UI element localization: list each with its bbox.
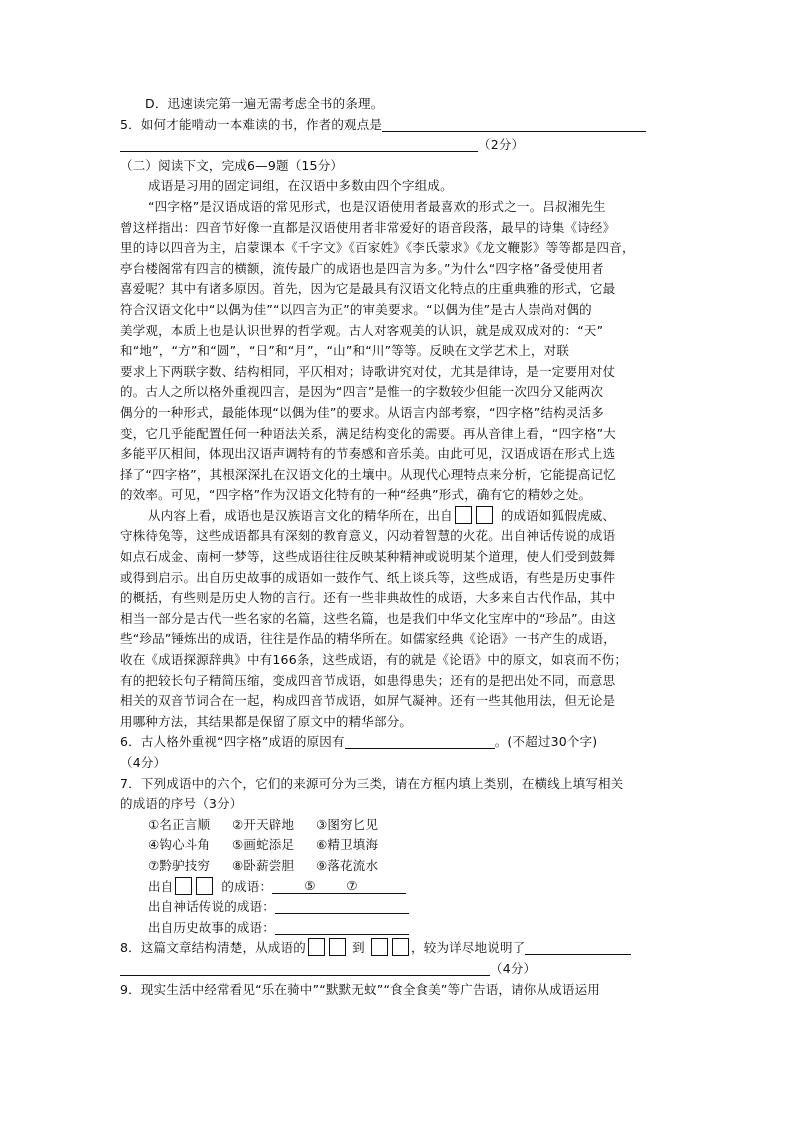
q8-question [120,938,680,959]
idiom-option: ⑧卧薪尝胆 [232,857,295,873]
q8-score: （4分） [490,960,537,976]
paragraph-2-line: 收在《成语探源辞典》中有166条，这些成语，有的就是《论语》中的原文，如哀而不伤； [120,652,628,668]
q6-limit: 。(不超过30个字) [494,734,598,750]
category-box-1[interactable] [455,506,472,524]
paragraph-2-text: 从内容上看，成语也是汉族语言文化的精华所在，出自 [148,507,453,523]
paragraph-2-line: 相关的双音节词合在一起，构成四音节成语，如屏气凝神。还有一些其他用法，但无论是 [120,693,616,709]
idiom-option: ⑦黔驴技穷 [148,857,211,873]
q6-score: （4分） [120,755,167,770]
paragraph-1-line: 偶分的一种形式，最能体现“以偶为佳”的要求。从语言内部考察，“四字格”结构灵活多 [120,404,604,420]
q8-text: 8．这篇文章结构清楚，从成语的 [120,940,306,956]
paragraph-1-line: 美学观，本质上也是认识世界的哲学观。古人对客观美的认识，就是成双成对的：“天” [120,322,604,338]
paragraph-1-line: 符合汉语文化中“以偶为佳”“以四言为正”的审美要求。“以偶为佳”是古人崇尚对偶的 [120,301,592,317]
paragraph-1-line: “四字格”是汉语成语的常见形式，也是汉语使用者最喜欢的形式之一。吕叔湘先生 [148,198,606,214]
q5-answer-blank-1[interactable] [382,117,646,132]
q9-question: 9．现实生活中经常看见“乐在骑中”“默默无蚊”“食全食美”等广告语，请你从成语运用 [120,981,601,997]
paragraph-1-line: 里的诗以四音为主，启蒙课本《千字文》《百家姓》《李氏蒙求》《龙文鞭影》等等都是四音， [120,240,635,256]
paragraph-1-line: 的。古人之所以格外重视四言，是因为“四言”是惟一的字数较少但能一次四分又能两次 [120,384,604,400]
paragraph-1-line: 要求上下两联字数、结构相同，平仄相对；诗歌讲究对仗，尤其是律诗，是一定要用对仗 [120,363,616,379]
paragraph-2-line: 些“珍品”锤炼出的成语，往往是作品的精华所在。如儒家经典《论语》一书产生的成语， [120,631,616,647]
paragraph-2-line: 的概括，有些则是历史人物的言行。还有一些非典故性的成语，大多来自古代作品，其中 [120,590,616,606]
intro-paragraph: 成语是习用的固定词组，在汉语中多数由四个字组成。 [148,178,453,194]
answer-number: ⑤ [304,877,316,893]
q8-answer-blank-2[interactable] [120,961,490,976]
q8-box-1[interactable] [308,938,325,956]
paragraph-2-line: 有的把较长句子精简压缩，变成四音节成语，如患得患失；还有的是把出处不同，而意思 [120,672,616,688]
q8-box-3[interactable] [371,938,388,956]
idiom-option: ③图穷匕见 [316,816,379,832]
paragraph-2-line: 守株待兔等，这些成语都具有深刻的教育意义，闪动着智慧的火花。出自神话传说的成语 [120,528,616,544]
paragraph-2 [120,506,680,733]
category-label: 出自历史故事的成语： [148,919,276,935]
paragraph-1-line: 多能平仄相间，体现出汉语声调特有的节奏感和音乐美。由此可见，汉语成语在形式上选 [120,446,616,462]
q7-options-row [120,815,680,836]
paragraph-1 [120,197,680,506]
q7-question-line-1: 7．下列成语中的六个，它们的来源可分为三类，请在方框内填上类别，在横线上填写相关 [120,775,624,791]
q8-box-4[interactable] [392,938,409,956]
q7-question-line-2: 的成语的序号（3分） [120,796,243,812]
q4-option-d: D．迅速读完第一遍无需考虑全书的条理。 [145,96,384,111]
paragraph-1-line: 择了“四字格”，其根深深扎在汉语文化的土壤中。从现代心理特点来分析，它能提高记忆 [120,466,616,482]
idiom-option: ①名正言顺 [148,816,211,832]
q8-box-2[interactable] [329,938,346,956]
paragraph-1-line: 的效率。可见，“四字格”作为汉语文化特有的一种“经典”形式，确有它的精妙之处。 [120,487,592,503]
category-box-1[interactable] [175,877,192,895]
paragraph-2-line: 用哪种方法，其结果都是保留了原文中的精华部分。 [120,713,413,729]
q8-text: 到 [352,940,365,956]
idiom-option: ⑨落花流水 [316,857,379,873]
q5-label: 5．如何才能啃动一本难读的书，作者的观点是 [120,116,383,132]
q8-text: ，较为详尽地说明了 [411,940,526,956]
q7-category-3 [120,918,680,939]
exam-page [120,94,680,1000]
category-label: 的成语： [221,878,273,894]
q8-answer-line [120,959,680,980]
category-3-answer-blank[interactable] [275,920,409,935]
section2-title: （二）阅读下文，完成6—9题（15分） [120,157,344,173]
q7-options-row [120,835,680,856]
paragraph-1-line: 喜爱呢？其中有诸多原因。首先，因为它是最具有汉语文化特点的庄重典雅的形式，它最 [120,281,616,297]
q7-category-2 [120,897,680,918]
category-2-answer-blank[interactable] [275,899,409,914]
idiom-option: ⑥精卫填海 [316,837,379,853]
q7-options-row [120,856,680,877]
category-box-2[interactable] [476,506,493,524]
paragraph-1-line: 和“地”，“方”和“圆”，“日”和“月”，“山”和“川”等等。反映在文学艺术上，对联 [120,343,570,359]
category-box-2[interactable] [196,877,213,895]
paragraph-2-line: 如点石成金、南柯一梦等，这些成语往往反映某种精神或说明某个道理，使人们受到鼓舞 [120,549,616,565]
paragraph-2-line: 相当一部分是古代一些名家的名篇，这些名篇，也是我们中华文化宝库中的“珍品”。由这 [120,610,616,626]
idiom-option: ②开天辟地 [232,816,295,832]
idiom-option: ⑤画蛇添足 [232,837,295,853]
q5-answer-line [120,135,680,156]
q6-answer-blank[interactable] [345,734,495,749]
q6-label: 6．古人格外重视“四字格”成语的原因有 [120,734,345,750]
paragraph-1-line: 亭台楼阁常有四言的横额，流传最广的成语也是四言为多。”为什么“四字格”备受使用者 [120,260,604,276]
category-1-answer-blank[interactable] [272,879,406,894]
q5-question [120,115,680,136]
answer-number: ⑦ [346,877,358,893]
paragraph-2-first-line [120,506,680,527]
q5-score: （2分） [478,137,525,153]
paragraph-2-text: 的成语如狐假虎威、 [500,507,616,523]
idiom-option: ④钩心斗角 [148,837,211,853]
q6-question [120,732,680,753]
paragraph-1-line: 曾这样指出：四音节好像一直都是汉语使用者非常爱好的语音段落，最早的诗集《诗经》 [120,219,616,235]
q5-answer-blank-2[interactable] [120,137,478,152]
q7-category-1 [120,877,680,898]
q8-answer-blank-1[interactable] [525,940,631,955]
category-label: 出自 [148,878,174,894]
category-label: 出自神话传说的成语： [148,899,276,915]
paragraph-1-line: 变，它几乎能配置任何一种语法关系，满足结构变化的需要。再从音律上看，“四字格”大 [120,425,616,441]
paragraph-2-line: 或得到启示。出自历史故事的成语如一鼓作气、纸上谈兵等，这些成语，有些是历史事件 [120,569,616,585]
